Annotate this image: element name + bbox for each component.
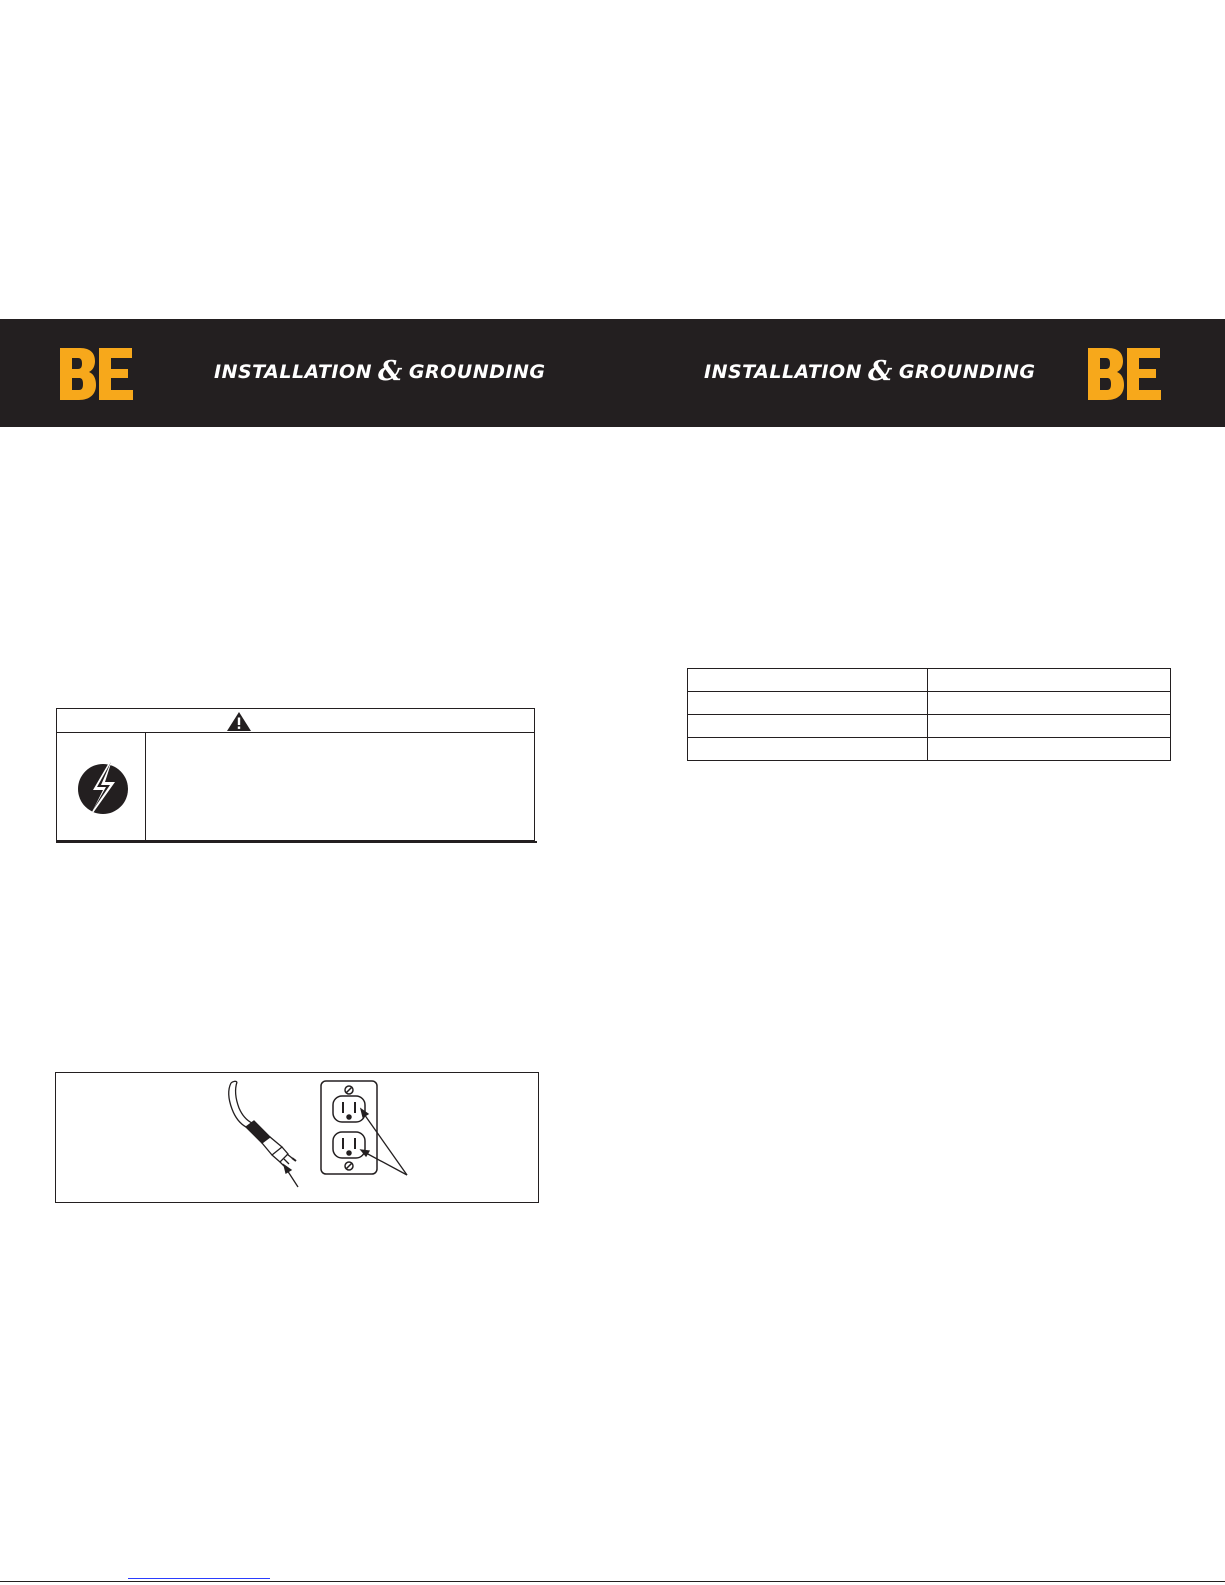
table-cell <box>928 692 1171 715</box>
table-cell <box>688 669 928 692</box>
table-row <box>688 692 1171 715</box>
table-cell <box>688 692 928 715</box>
page-bottom-rule <box>0 1581 1225 1582</box>
plug-and-outlet-illustration <box>218 1077 448 1199</box>
grounded-outlet-icon <box>321 1081 377 1174</box>
grounding-figure <box>55 1072 539 1203</box>
table-cell <box>688 715 928 738</box>
table-cell <box>928 738 1171 761</box>
table-cell <box>928 715 1171 738</box>
link-underline[interactable] <box>128 1578 270 1579</box>
table-row <box>688 715 1171 738</box>
spec-table <box>687 668 1171 761</box>
table-cell <box>928 669 1171 692</box>
be-logo <box>58 347 134 401</box>
table-row <box>688 669 1171 692</box>
warning-bottom-rule <box>56 841 537 843</box>
header-band <box>0 319 1225 427</box>
section-title-right: INSTALLATION & GROUNDING <box>704 356 1036 387</box>
table-cell <box>688 738 928 761</box>
grounded-plug-icon <box>229 1081 296 1166</box>
arrow <box>284 1165 298 1187</box>
be-logo <box>1086 347 1162 401</box>
section-title-left: INSTALLATION & GROUNDING <box>214 356 546 387</box>
table-row <box>688 738 1171 761</box>
warning-box <box>56 708 535 841</box>
arrows <box>361 1109 407 1175</box>
electric-shock-bolt-icon <box>77 754 129 820</box>
warning-icon-cell <box>57 733 146 840</box>
warning-triangle-icon <box>226 711 252 732</box>
warning-header <box>57 709 534 733</box>
